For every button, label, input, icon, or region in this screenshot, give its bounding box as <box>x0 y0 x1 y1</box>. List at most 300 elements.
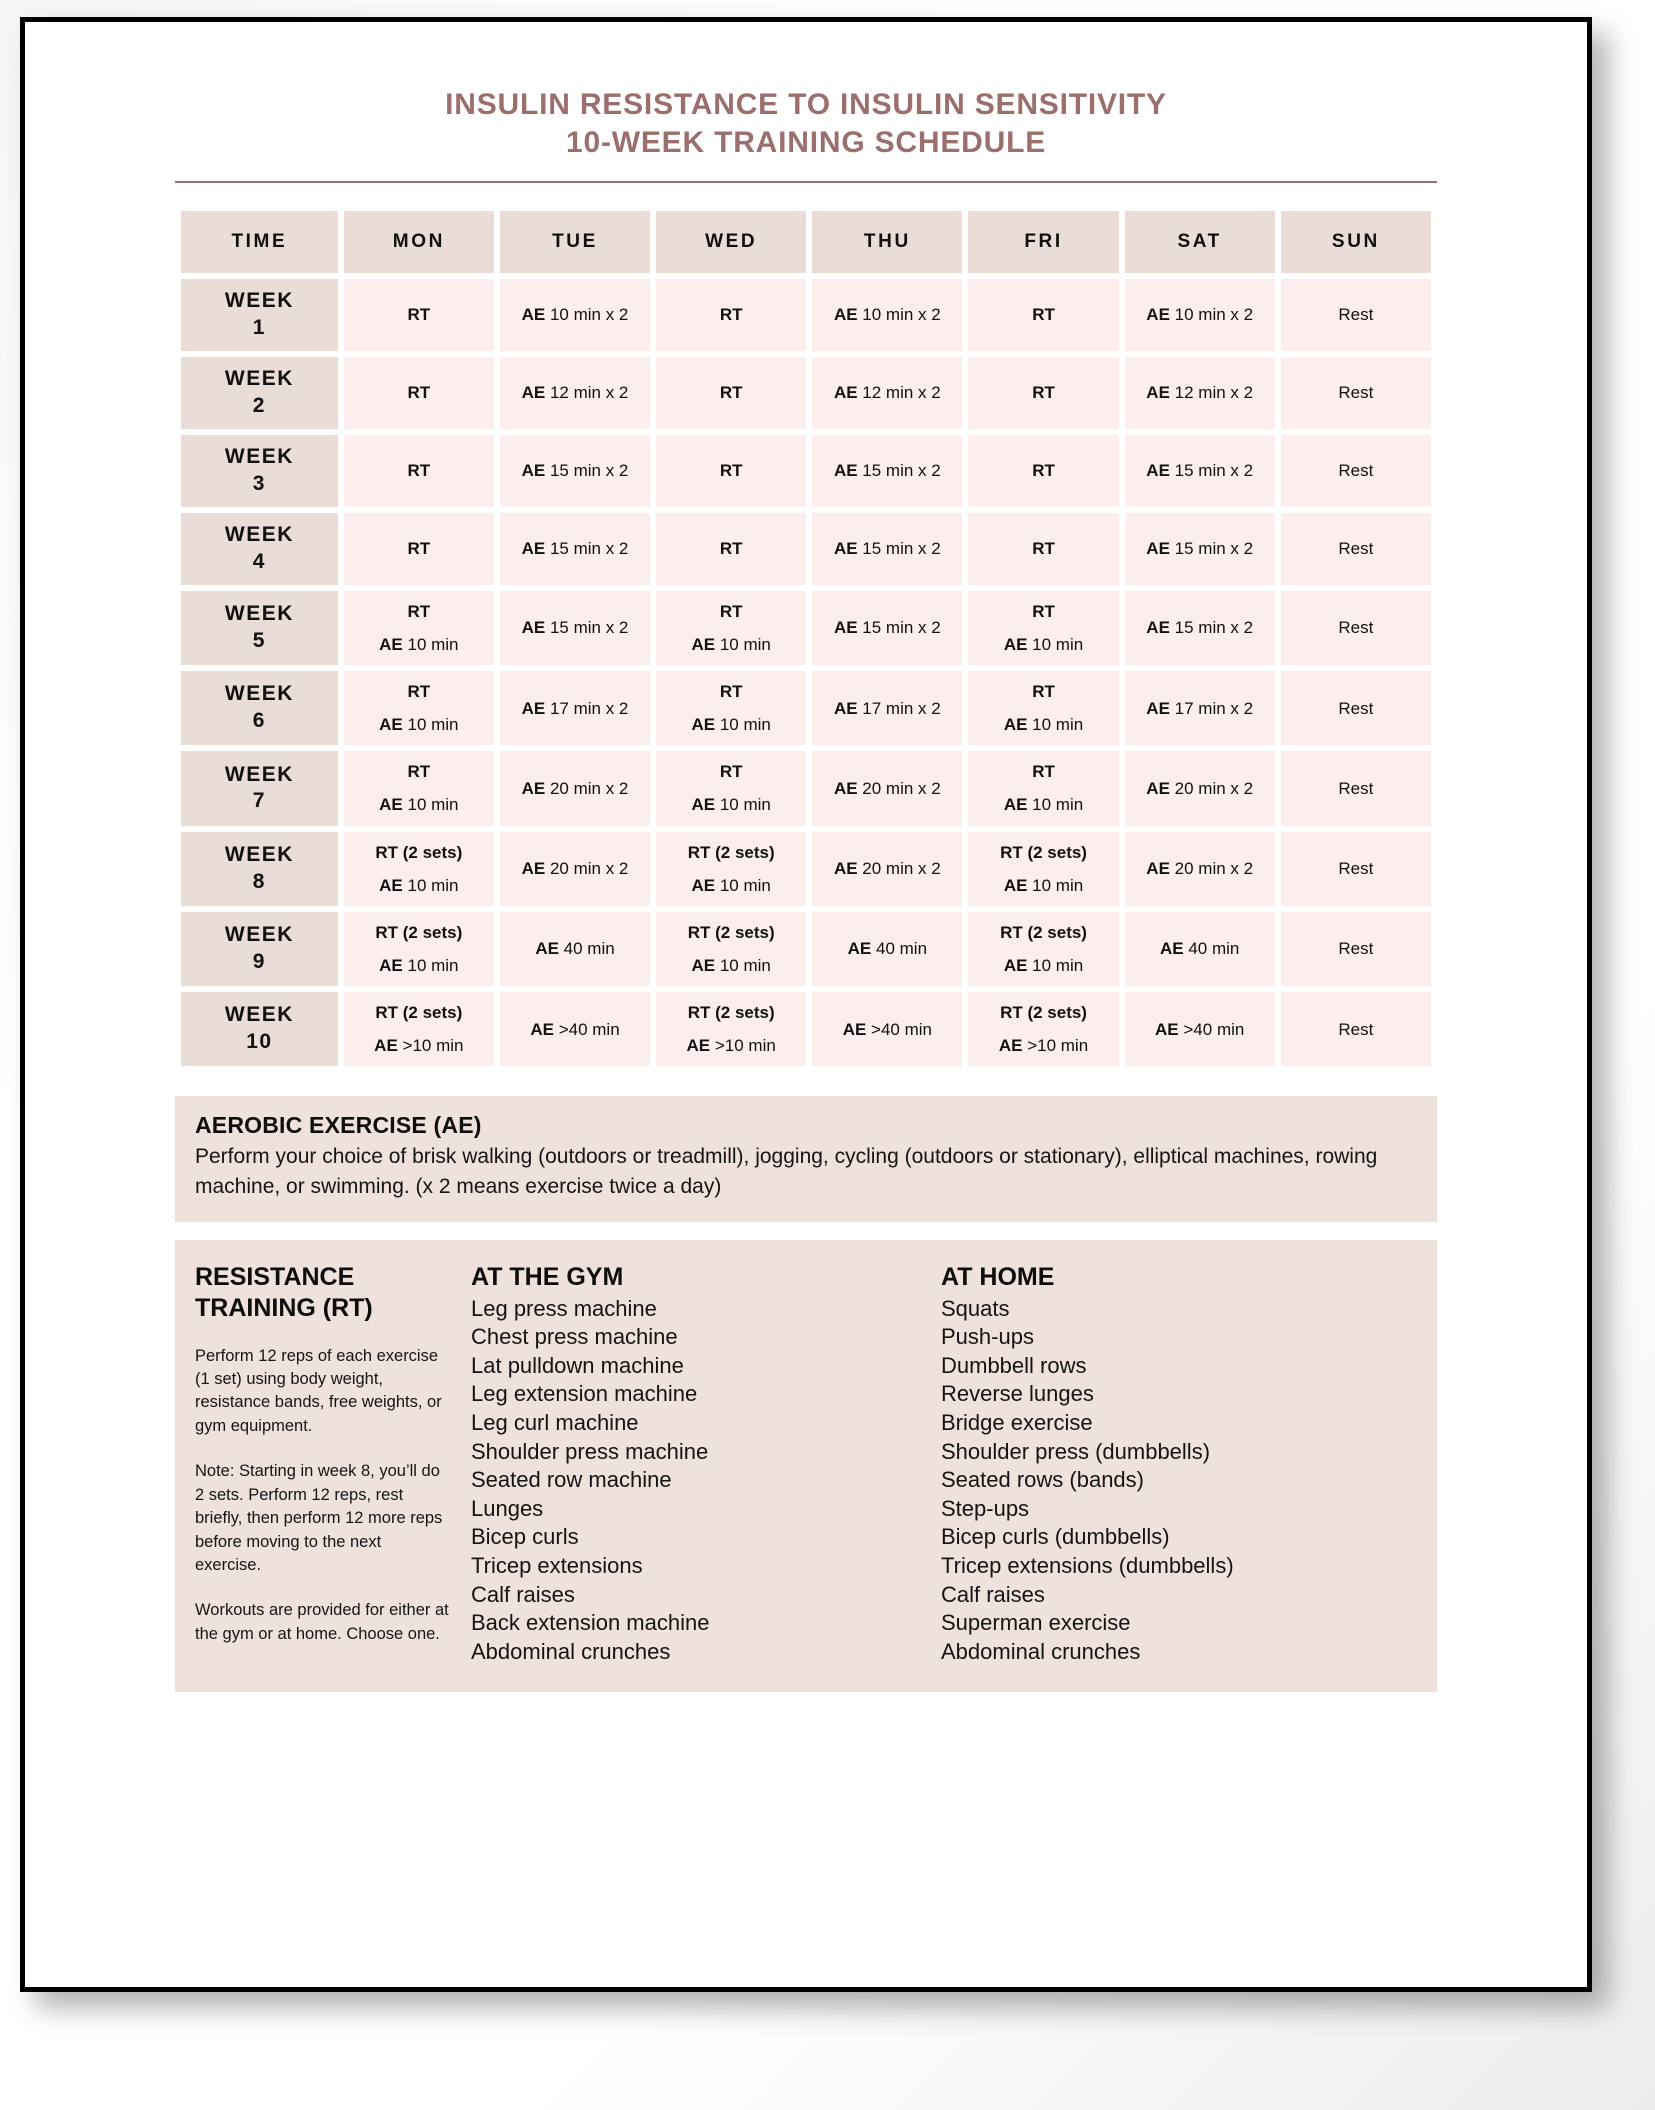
week-label-cell <box>181 513 338 585</box>
schedule-cell-line <box>1286 772 1426 805</box>
schedule-cell <box>344 513 494 585</box>
resistance-paragraph-2: Note: Starting in week 8, you’ll do 2 sets. Perform 12 reps, rest briefly, then perform 12 more reps before moving to the next exercise. <box>195 1462 443 1574</box>
schedule-cell-line <box>973 532 1113 565</box>
week-label-cell <box>181 912 338 986</box>
schedule-cell-line <box>817 932 957 965</box>
week-label-cell <box>181 357 338 429</box>
activity-code: AE <box>686 1036 711 1056</box>
activity-detail: 10 min <box>715 715 771 735</box>
activity-code: AE <box>1155 1019 1179 1039</box>
schedule-cell-line <box>973 1029 1113 1062</box>
list-item: Chest press machine <box>471 1324 678 1350</box>
activity-detail: 20 min x 2 <box>545 778 629 798</box>
activity-code: AE <box>833 305 858 325</box>
schedule-cell <box>968 279 1118 351</box>
schedule-cell-line <box>661 628 801 661</box>
column-header-fri: FRI <box>968 211 1118 273</box>
activity-code: RT <box>407 682 431 702</box>
schedule-cell <box>500 279 650 351</box>
activity-detail: 10 min <box>715 634 771 654</box>
schedule-cell-line <box>661 532 801 565</box>
schedule-cell-line <box>661 1029 801 1062</box>
activity-code: RT <box>407 383 431 403</box>
activity-code: AE <box>842 1019 867 1039</box>
schedule-cell <box>656 912 806 986</box>
schedule-cell <box>344 671 494 745</box>
activity-code: AE <box>1003 715 1028 735</box>
activity-code: AE <box>521 539 546 559</box>
schedule-cell-line <box>973 708 1113 741</box>
list-item: Abdominal crunches <box>941 1638 1141 1664</box>
activity-code: AE <box>521 859 546 879</box>
schedule-cell-line <box>349 454 489 487</box>
schedule-cell-line <box>505 932 645 965</box>
resistance-heading <box>195 1262 449 1325</box>
activity-detail: 10 min x 2 <box>857 305 941 325</box>
activity-detail: Rest <box>1338 859 1374 879</box>
aerobic-body-text: Perform your choice of brisk walking (outdoors or treadmill), jogging, cycling (outdoors or stationary), elliptical machines, rowing machine, or swimming. (x 2 means exercise twice a day) <box>195 1145 1378 1199</box>
activity-code: RT (2 sets) <box>1000 842 1087 862</box>
activity-detail: 12 min x 2 <box>857 383 941 403</box>
week-word: WEEK <box>224 1003 294 1027</box>
week-number: 3 <box>252 471 266 495</box>
activity-code: AE <box>833 698 858 718</box>
schedule-cell-line <box>1286 852 1426 885</box>
schedule-cell-line <box>817 611 957 644</box>
schedule-cell-line <box>505 454 645 487</box>
exercise-details-panel <box>175 1240 1437 1692</box>
week-word: WEEK <box>224 842 294 866</box>
schedule-cell <box>1281 912 1431 986</box>
schedule-cell-line <box>817 692 957 725</box>
schedule-cell <box>344 591 494 665</box>
activity-detail: 12 min x 2 <box>1169 383 1254 403</box>
gym-heading: AT THE GYM <box>471 1263 624 1292</box>
activity-code: AE <box>1146 859 1170 879</box>
schedule-cell <box>1125 591 1275 665</box>
activity-detail: 15 min x 2 <box>1169 461 1254 481</box>
list-item: Bicep curls (dumbbells) <box>941 1524 1170 1550</box>
activity-code: RT (2 sets) <box>1000 1003 1087 1023</box>
week-number: 10 <box>246 1030 273 1054</box>
schedule-cell-line <box>817 298 957 331</box>
schedule-cell <box>344 751 494 825</box>
list-item: Leg curl machine <box>471 1409 639 1435</box>
schedule-cell-line <box>1130 772 1270 805</box>
list-item: Bridge exercise <box>941 1409 1093 1435</box>
table-row <box>181 357 1431 429</box>
week-label-cell <box>181 992 338 1066</box>
schedule-cell <box>1125 992 1275 1066</box>
schedule-cell <box>500 671 650 745</box>
schedule-cell <box>1125 435 1275 507</box>
schedule-cell-line <box>817 376 957 409</box>
activity-detail: 10 min <box>402 875 459 895</box>
schedule-cell-line <box>973 595 1113 628</box>
activity-code: AE <box>691 715 716 735</box>
activity-detail: 10 min <box>1027 956 1084 976</box>
resistance-paragraph-3: Workouts are provided for either at the gym or at home. Choose one. <box>195 1601 449 1643</box>
schedule-cell-line <box>661 949 801 982</box>
schedule-cell-line <box>505 532 645 565</box>
activity-code: AE <box>1003 634 1028 654</box>
week-number: 6 <box>252 709 266 733</box>
schedule-cell-line <box>349 755 489 788</box>
activity-detail: 15 min x 2 <box>857 539 941 559</box>
activity-code: AE <box>1003 875 1028 895</box>
schedule-cell <box>500 435 650 507</box>
schedule-cell-line <box>661 996 801 1029</box>
schedule-cell-line <box>973 916 1113 949</box>
activity-code: RT <box>719 305 743 325</box>
page-title <box>77 60 1535 183</box>
schedule-cell <box>1125 279 1275 351</box>
schedule-cell-line <box>973 788 1113 821</box>
schedule-cell-line <box>349 1029 489 1062</box>
activity-code: AE <box>998 1036 1023 1056</box>
schedule-cell <box>812 513 962 585</box>
activity-code: AE <box>847 939 872 959</box>
table-row <box>181 751 1431 825</box>
activity-detail: Rest <box>1338 618 1374 638</box>
schedule-cell-line <box>1286 532 1426 565</box>
schedule-cell <box>500 912 650 986</box>
schedule-cell <box>812 751 962 825</box>
activity-code: AE <box>1160 939 1184 959</box>
list-item: Back extension machine <box>471 1610 710 1636</box>
activity-code: AE <box>691 956 716 976</box>
activity-detail: 20 min x 2 <box>1169 778 1254 798</box>
training-schedule-table <box>175 205 1437 1073</box>
table-row <box>181 513 1431 585</box>
resistance-heading-line-2: TRAINING (RT) <box>195 1294 373 1323</box>
home-exercise-list <box>941 1295 1411 1667</box>
table-body <box>181 279 1431 1067</box>
activity-code: AE <box>521 383 546 403</box>
week-word: WEEK <box>224 923 294 947</box>
schedule-cell <box>1125 357 1275 429</box>
schedule-cell <box>1125 671 1275 745</box>
schedule-cell <box>344 357 494 429</box>
activity-code: AE <box>833 539 858 559</box>
schedule-cell <box>656 279 806 351</box>
week-word: WEEK <box>224 366 294 390</box>
activity-code: AE <box>1146 383 1170 403</box>
activity-code: AE <box>379 634 403 654</box>
schedule-cell-line <box>505 376 645 409</box>
resistance-paragraph-1: Perform 12 reps of each exercise (1 set) using body weight, resistance bands, free weights, or gym equipment. <box>195 1346 442 1435</box>
schedule-cell-line <box>973 454 1113 487</box>
activity-detail: >10 min <box>1022 1036 1089 1056</box>
week-label-cell <box>181 671 338 745</box>
aerobic-exercise-panel <box>175 1096 1437 1222</box>
activity-code: AE <box>521 305 546 325</box>
schedule-cell-line <box>349 708 489 741</box>
activity-detail: >10 min <box>397 1036 464 1056</box>
schedule-cell-line <box>1286 611 1426 644</box>
list-item: Shoulder press machine <box>471 1438 709 1464</box>
activity-code: RT (2 sets) <box>687 922 775 942</box>
activity-code: RT (2 sets) <box>687 842 775 862</box>
list-item: Squats <box>941 1295 1010 1321</box>
activity-detail: 20 min x 2 <box>1169 859 1254 879</box>
activity-code: RT (2 sets) <box>375 842 463 862</box>
list-item: Superman exercise <box>941 1610 1131 1636</box>
activity-detail: Rest <box>1338 539 1374 559</box>
activity-detail: >40 min <box>1178 1019 1245 1039</box>
schedule-cell-line <box>505 1013 645 1046</box>
activity-detail: 40 min <box>558 939 615 959</box>
activity-detail: Rest <box>1338 778 1374 798</box>
table-row <box>181 435 1431 507</box>
column-header-sun: SUN <box>1281 211 1431 273</box>
activity-code: AE <box>1003 795 1028 815</box>
column-header-tue: TUE <box>500 211 650 273</box>
schedule-cell-line <box>505 611 645 644</box>
activity-detail: >40 min <box>866 1019 932 1039</box>
schedule-cell-line <box>1286 692 1426 725</box>
schedule-cell <box>1281 591 1431 665</box>
schedule-cell-line <box>349 595 489 628</box>
activity-detail: 15 min x 2 <box>857 618 941 638</box>
schedule-cell-line <box>505 692 645 725</box>
schedule-cell <box>500 751 650 825</box>
schedule-cell-line <box>1286 298 1426 331</box>
activity-code: AE <box>1146 778 1170 798</box>
schedule-cell <box>656 832 806 906</box>
activity-code: RT <box>407 601 431 621</box>
list-item: Lat pulldown machine <box>471 1352 684 1378</box>
activity-detail: 10 min <box>1027 875 1084 895</box>
schedule-cell <box>500 832 650 906</box>
activity-code: RT <box>407 762 431 782</box>
schedule-cell-line <box>1286 376 1426 409</box>
schedule-cell <box>656 992 806 1066</box>
activity-detail: 10 min <box>715 795 771 815</box>
table-row <box>181 279 1431 351</box>
schedule-cell-line <box>349 916 489 949</box>
schedule-cell <box>812 591 962 665</box>
schedule-cell <box>344 435 494 507</box>
at-home-column <box>941 1262 1411 1666</box>
activity-code: AE <box>1146 305 1170 325</box>
activity-code: AE <box>1146 698 1170 718</box>
schedule-cell <box>1281 671 1431 745</box>
activity-code: AE <box>379 956 403 976</box>
activity-code: AE <box>535 939 559 959</box>
activity-detail: 10 min <box>402 956 459 976</box>
activity-detail: 17 min x 2 <box>857 698 941 718</box>
schedule-cell <box>968 912 1118 986</box>
column-header-time: TIME <box>181 211 338 273</box>
schedule-cell-line <box>973 376 1113 409</box>
list-item: Leg press machine <box>471 1295 657 1321</box>
activity-code: AE <box>833 778 858 798</box>
schedule-cell <box>1281 751 1431 825</box>
schedule-cell <box>1281 435 1431 507</box>
week-number: 9 <box>252 950 266 974</box>
schedule-cell <box>812 992 962 1066</box>
activity-code: RT <box>719 383 743 403</box>
schedule-cell <box>812 357 962 429</box>
activity-code: RT <box>1032 762 1055 782</box>
activity-code: AE <box>521 618 546 638</box>
activity-detail: 40 min <box>871 939 928 959</box>
at-the-gym-column <box>471 1262 941 1666</box>
schedule-cell-line <box>973 996 1113 1029</box>
activity-detail: >40 min <box>553 1019 620 1039</box>
activity-code: RT <box>1032 305 1055 325</box>
week-label-cell <box>181 751 338 825</box>
activity-code: RT <box>1032 539 1055 559</box>
title-divider <box>175 181 1437 183</box>
activity-detail: Rest <box>1338 461 1374 481</box>
schedule-cell <box>1281 279 1431 351</box>
schedule-cell-line <box>661 869 801 902</box>
column-header-thu: THU <box>812 211 962 273</box>
activity-code: RT <box>407 539 431 559</box>
schedule-cell <box>968 992 1118 1066</box>
activity-detail: 10 min <box>402 795 459 815</box>
schedule-cell-line <box>817 532 957 565</box>
activity-code: AE <box>1146 618 1170 638</box>
schedule-cell <box>656 671 806 745</box>
schedule-cell <box>1281 832 1431 906</box>
activity-code: AE <box>379 795 403 815</box>
activity-detail: 10 min x 2 <box>545 305 629 325</box>
activity-code: RT <box>1032 601 1055 621</box>
list-item: Lunges <box>471 1495 544 1521</box>
activity-code: RT (2 sets) <box>687 1003 775 1023</box>
activity-code: RT <box>407 305 431 325</box>
activity-code: AE <box>379 715 403 735</box>
schedule-cell-line <box>973 755 1113 788</box>
schedule-cell <box>344 279 494 351</box>
schedule-cell-line <box>661 675 801 708</box>
schedule-cell <box>344 992 494 1066</box>
week-label-cell <box>181 435 338 507</box>
schedule-cell-line <box>973 836 1113 869</box>
activity-detail: 12 min x 2 <box>545 383 629 403</box>
schedule-cell <box>812 671 962 745</box>
schedule-cell <box>656 591 806 665</box>
schedule-cell-line <box>1130 852 1270 885</box>
schedule-cell-line <box>661 376 801 409</box>
activity-code: RT <box>1032 682 1055 702</box>
schedule-cell-line <box>661 595 801 628</box>
activity-code: RT <box>719 601 743 621</box>
activity-code: AE <box>833 383 858 403</box>
activity-code: RT (2 sets) <box>375 922 463 942</box>
activity-detail: 10 min <box>1027 634 1084 654</box>
schedule-cell <box>1125 751 1275 825</box>
activity-detail: 15 min x 2 <box>545 539 629 559</box>
schedule-cell-line <box>1286 932 1426 965</box>
activity-detail: 15 min x 2 <box>545 461 629 481</box>
column-header-mon: MON <box>344 211 494 273</box>
activity-code: RT <box>719 762 743 782</box>
schedule-cell-line <box>661 916 801 949</box>
list-item: Tricep extensions <box>471 1552 643 1578</box>
week-word: WEEK <box>224 602 294 626</box>
week-label-cell <box>181 279 338 351</box>
column-header-sat: SAT <box>1125 211 1275 273</box>
table-row <box>181 912 1431 986</box>
activity-code: AE <box>374 1036 398 1056</box>
activity-detail: 20 min x 2 <box>857 778 941 798</box>
list-item: Calf raises <box>941 1581 1045 1607</box>
activity-detail: 10 min <box>402 715 459 735</box>
schedule-cell-line <box>1130 376 1270 409</box>
week-word: WEEK <box>224 522 294 546</box>
activity-detail: 10 min x 2 <box>1169 305 1254 325</box>
table-row <box>181 591 1431 665</box>
schedule-cell-line <box>661 708 801 741</box>
activity-detail: 15 min x 2 <box>1169 539 1254 559</box>
week-label-cell <box>181 832 338 906</box>
schedule-cell <box>1125 912 1275 986</box>
list-item: Tricep extensions (dumbbells) <box>941 1552 1234 1578</box>
week-word: WEEK <box>224 762 294 786</box>
schedule-cell <box>968 751 1118 825</box>
activity-code: AE <box>521 698 546 718</box>
schedule-cell <box>500 513 650 585</box>
week-number: 7 <box>252 789 266 813</box>
schedule-cell-line <box>817 772 957 805</box>
list-item: Reverse lunges <box>941 1381 1094 1407</box>
schedule-cell <box>968 671 1118 745</box>
activity-code: AE <box>691 795 716 815</box>
schedule-cell <box>968 357 1118 429</box>
schedule-cell <box>656 357 806 429</box>
schedule-cell-line <box>1130 611 1270 644</box>
schedule-cell-line <box>505 298 645 331</box>
column-header-wed: WED <box>656 211 806 273</box>
schedule-cell-line <box>349 949 489 982</box>
schedule-cell <box>968 591 1118 665</box>
table-row <box>181 671 1431 745</box>
schedule-cell <box>1125 513 1275 585</box>
schedule-cell <box>656 435 806 507</box>
week-word: WEEK <box>224 288 294 312</box>
schedule-cell-line <box>349 376 489 409</box>
schedule-cell <box>968 832 1118 906</box>
schedule-cell <box>500 357 650 429</box>
activity-detail: 17 min x 2 <box>545 698 629 718</box>
schedule-cell <box>812 279 962 351</box>
activity-detail: 20 min x 2 <box>857 859 941 879</box>
activity-detail: 10 min <box>402 634 459 654</box>
schedule-cell-line <box>1286 1013 1426 1046</box>
list-item: Push-ups <box>941 1324 1034 1350</box>
table-header-row <box>181 211 1431 273</box>
schedule-cell-line <box>973 628 1113 661</box>
list-item: Abdominal crunches <box>471 1638 671 1664</box>
list-item: Step-ups <box>941 1495 1030 1521</box>
week-label-cell <box>181 591 338 665</box>
activity-code: RT (2 sets) <box>375 1003 463 1023</box>
schedule-cell <box>812 435 962 507</box>
activity-detail: 15 min x 2 <box>1169 618 1254 638</box>
week-number: 8 <box>252 869 266 893</box>
schedule-cell-line <box>505 852 645 885</box>
activity-code: AE <box>1003 956 1028 976</box>
schedule-cell <box>812 832 962 906</box>
schedule-cell <box>1281 513 1431 585</box>
schedule-cell <box>1281 992 1431 1066</box>
activity-code: AE <box>530 1019 554 1039</box>
week-number: 2 <box>252 393 266 417</box>
